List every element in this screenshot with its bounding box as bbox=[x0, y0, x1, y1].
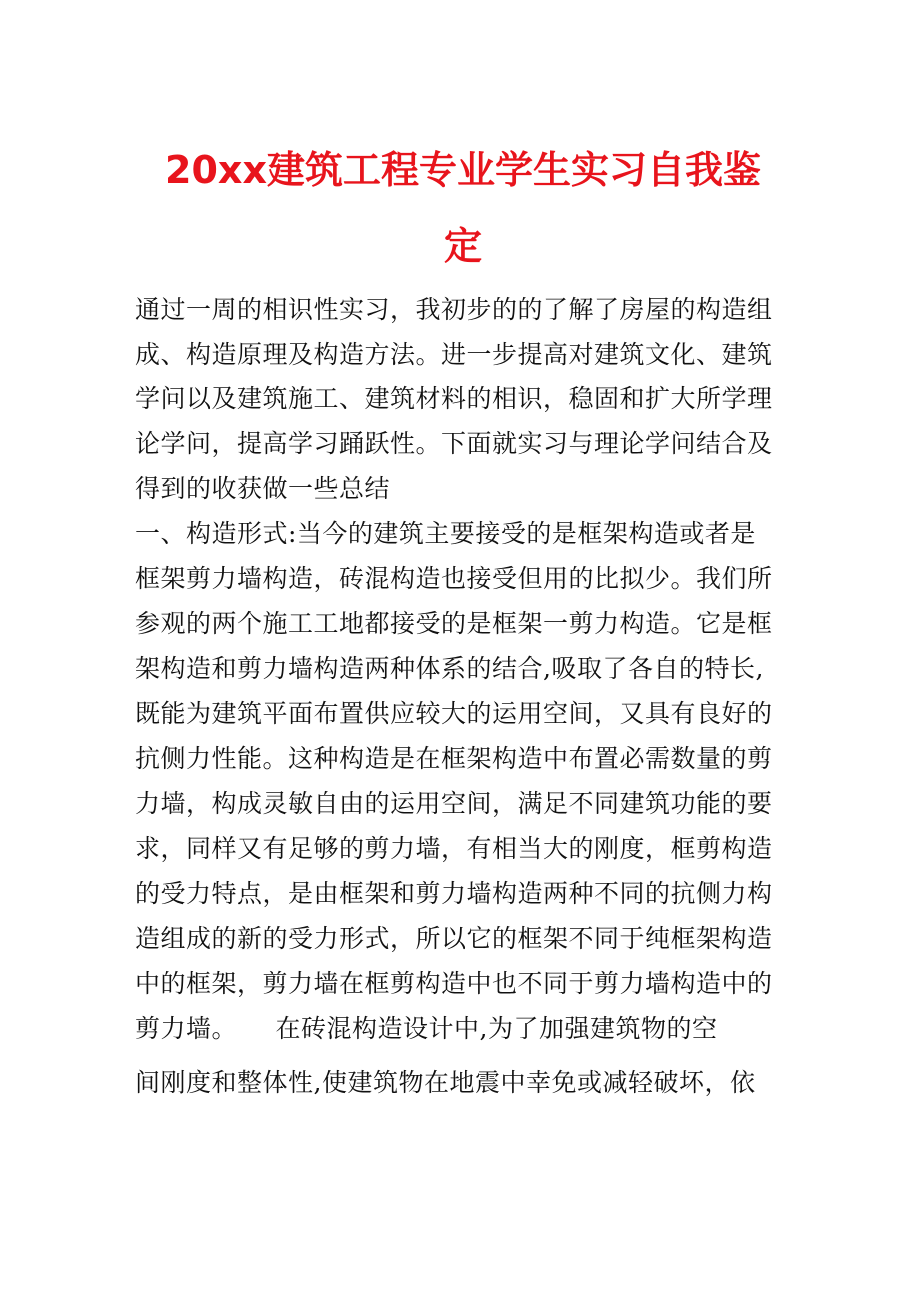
paragraph-line: 剪力墙。 在砖混构造设计中,为了加强建筑物的空 bbox=[135, 1014, 718, 1043]
paragraph-line: 既能为建筑平面布置供应较大的运用空间，又具有良好的 bbox=[135, 699, 773, 728]
paragraph-line: 参观的两个施工工地都接受的是框架一剪力构造。它是框 bbox=[135, 609, 773, 638]
paragraph-line: 造组成的新的受力形式，所以它的框架不同于纯框架构造 bbox=[135, 924, 773, 953]
paragraph-line: 一、构造形式:当今的建筑主要接受的是框架构造或者是 bbox=[135, 519, 756, 548]
paragraph-line: 学问以及建筑施工、建筑材料的相识，稳固和扩大所学理 bbox=[135, 384, 773, 413]
paragraph-line: 通过一周的相识性实习，我初步的的了解了房屋的构造组 bbox=[135, 295, 773, 324]
paragraph-line: 间刚度和整体性,使建筑物在地震中幸免或减轻破坏，依 bbox=[135, 1068, 756, 1097]
document-title-line-2: 定 bbox=[443, 224, 482, 268]
paragraph-line: 论学问，提高学习踊跃性。下面就实习与理论学问结合及 bbox=[135, 429, 773, 458]
document-title-line-1: 20xx建筑工程专业学生实习自我鉴 bbox=[165, 148, 761, 192]
paragraph-line: 得到的收获做一些总结 bbox=[135, 474, 391, 503]
paragraph-line: 求，同样又有足够的剪力墙，有相当大的刚度，框剪构造 bbox=[135, 834, 773, 863]
paragraph-line: 力墙，构成灵敏自由的运用空间，满足不同建筑功能的要 bbox=[135, 789, 773, 818]
paragraph-line: 框架剪力墙构造，砖混构造也接受但用的比拟少。我们所 bbox=[135, 564, 773, 593]
paragraph-line: 的受力特点，是由框架和剪力墙构造两种不同的抗侧力构 bbox=[135, 879, 773, 908]
paragraph-line: 抗侧力性能。这种构造是在框架构造中布置必需数量的剪 bbox=[135, 744, 773, 773]
paragraph-line: 架构造和剪力墙构造两种体系的结合,吸取了各自的特长, bbox=[135, 654, 764, 683]
paragraph-line: 成、构造原理及构造方法。进一步提高对建筑文化、建筑 bbox=[135, 340, 773, 369]
paragraph-line: 中的框架，剪力墙在框剪构造中也不同于剪力墙构造中的 bbox=[135, 969, 773, 998]
